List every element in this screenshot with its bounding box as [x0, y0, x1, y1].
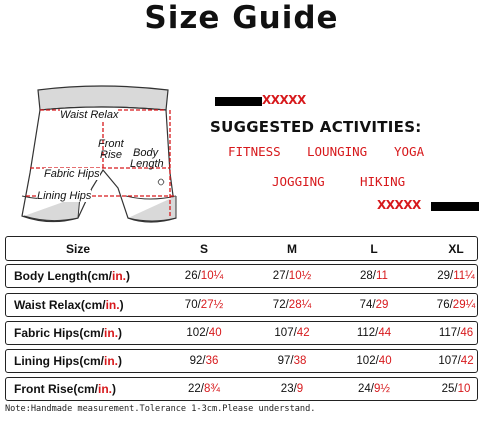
inch-value: 9: [296, 383, 304, 395]
cm-value: 25/: [441, 383, 458, 395]
size-value-cell: [426, 265, 483, 287]
size-value-cell: [426, 350, 483, 372]
size-value-cell: [344, 265, 404, 287]
inch-value: 29: [375, 299, 389, 311]
row-label-close: ): [118, 354, 122, 368]
size-m-header: M: [287, 241, 297, 256]
footnote: Note:Handmade measurement.Tolerance 1-3cm.Please understand.: [5, 404, 316, 414]
row-label-close: ): [119, 298, 124, 312]
row-label-text: Lining Hips(cm/: [14, 354, 104, 368]
row-label-close: ): [112, 382, 117, 396]
size-value-cell: [426, 294, 483, 316]
size-s-header: S: [199, 241, 208, 256]
row-label-text: Fabric Hips(cm/: [14, 326, 105, 340]
size-value-cell: [344, 322, 404, 344]
cm-value: 70/: [184, 299, 201, 311]
cm-value: 26/: [184, 270, 201, 282]
decorative-bar-bottom: [377, 198, 479, 212]
inch-value: 29¼: [452, 299, 476, 311]
lining-hips-label: Lining Hips: [37, 190, 92, 202]
size-value-cell: [262, 294, 322, 316]
size-value-cell: [262, 265, 322, 287]
cm-value: 72/: [272, 299, 289, 311]
cm-value: 28/: [360, 270, 377, 282]
inch-value: 40: [208, 327, 222, 339]
activity-lounging: LOUNGING: [307, 144, 368, 159]
body-length-label-line1: Body: [133, 147, 159, 159]
row-label: [14, 322, 122, 344]
inch-value: 42: [296, 327, 310, 339]
inch-value: 46: [460, 327, 474, 339]
body-length-label-line2: Length: [130, 158, 164, 170]
row-label-text: Body Length(cm/: [14, 269, 112, 283]
size-value-cell: [426, 322, 483, 344]
activity-jogging: JOGGING: [272, 174, 325, 189]
table-row-front-rise: [5, 377, 478, 401]
table-row-waist-relax: [5, 293, 478, 317]
row-label-close: ): [118, 326, 123, 340]
page-title: Size Guide: [144, 0, 339, 36]
cm-value: 117/: [438, 327, 461, 339]
cm-value: 107/: [274, 327, 297, 339]
size-value-cell: [344, 350, 404, 372]
cm-value: 27/: [272, 270, 289, 282]
size-value-cell: [174, 378, 234, 400]
red-x-pattern: XXXXX: [262, 93, 306, 107]
fabric-hips-label: Fabric Hips: [44, 168, 100, 180]
row-label-unit: in.: [104, 326, 119, 340]
cm-value: 97/: [277, 355, 294, 367]
inch-value: 10½: [288, 270, 312, 282]
front-rise-label-line2: Rise: [100, 149, 123, 161]
table-header-row: [5, 236, 478, 261]
cm-value: 102/: [186, 327, 209, 339]
inch-value: 36: [205, 355, 219, 367]
row-label-close: ): [126, 269, 130, 283]
row-label-unit: in.: [98, 382, 113, 396]
black-bar: [431, 202, 479, 211]
inch-value: 28¼: [288, 299, 312, 311]
cm-value: 102/: [356, 355, 379, 367]
inch-value: 8¾: [204, 383, 220, 395]
inch-value: 44: [378, 327, 392, 339]
size-value-cell: [426, 378, 483, 400]
inch-value: 11: [376, 270, 388, 282]
activity-hiking: HIKING: [360, 174, 406, 189]
row-label: [14, 350, 122, 372]
inch-value: 10: [457, 383, 471, 395]
table-row-body-length: [5, 264, 478, 288]
cm-value: 92/: [189, 355, 206, 367]
inch-value: 38: [293, 355, 307, 367]
shorts-diagram: [0, 78, 190, 238]
row-label-unit: in.: [104, 354, 118, 368]
cm-value: 107/: [438, 355, 461, 367]
waist-relax-label: Waist Relax: [60, 109, 119, 121]
cm-value: 22/: [188, 383, 204, 395]
red-x-pattern: XXXXX: [377, 198, 421, 212]
front-rise-label-line1: Front: [98, 138, 124, 150]
cm-value: 76/: [436, 299, 453, 311]
size-value-cell: [174, 265, 234, 287]
size-value-cell: [262, 378, 322, 400]
size-xl-header: XL: [448, 241, 464, 256]
size-value-cell: [174, 322, 234, 344]
size-value-cell: [174, 294, 234, 316]
row-label-unit: in.: [112, 269, 126, 283]
inch-value: 27½: [200, 299, 224, 311]
size-value-cell: [174, 350, 234, 372]
size-value-cell: [262, 322, 322, 344]
cm-value: 24/: [358, 383, 374, 395]
size-l-header: L: [370, 241, 378, 256]
row-label: [14, 265, 130, 287]
size-value-cell: [344, 378, 404, 400]
decorative-bar-top: [215, 93, 325, 107]
inch-value: 10¼: [200, 270, 224, 282]
cm-value: 29/: [437, 270, 454, 282]
inch-value: 42: [460, 355, 474, 367]
activity-fitness: FITNESS: [228, 144, 281, 159]
black-bar: [215, 97, 262, 106]
cm-value: 74/: [359, 299, 376, 311]
row-label: [14, 294, 124, 316]
inch-value: 9½: [374, 383, 390, 395]
row-label-text: Front Rise(cm/: [14, 382, 99, 396]
size-value-cell: [344, 294, 404, 316]
row-label: [14, 378, 116, 400]
inch-value: 40: [378, 355, 392, 367]
table-row-lining-hips: [5, 349, 478, 373]
suggested-activities-title: SUGGESTED ACTIVITIES:: [210, 118, 422, 136]
cm-value: 112/: [356, 327, 379, 339]
row-label-text: Waist Relax(cm/: [14, 298, 106, 312]
cm-value: 23/: [280, 383, 297, 395]
table-row-fabric-hips: [5, 321, 478, 345]
row-label-unit: in.: [105, 298, 120, 312]
size-header: Size: [66, 241, 91, 256]
size-value-cell: [262, 350, 322, 372]
activity-yoga: YOGA: [394, 144, 425, 159]
inch-value: 11¼: [453, 270, 475, 282]
